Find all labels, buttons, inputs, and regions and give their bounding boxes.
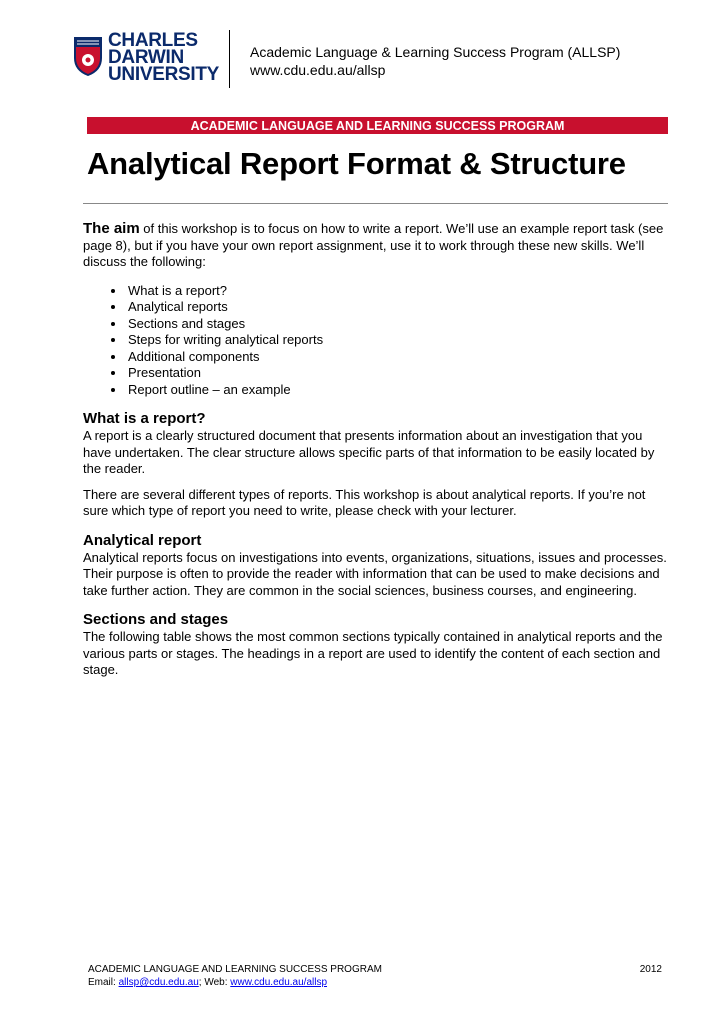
logo-line-2: DARWIN (108, 47, 184, 68)
footer-contact (88, 976, 662, 989)
footer-email-label: Email: (88, 977, 119, 988)
intro-paragraph (83, 221, 668, 271)
header-url: www.cdu.edu.au/allsp (250, 62, 386, 78)
logo-line-3: UNIVERSITY (108, 64, 220, 85)
header-program-name: Academic Language & Learning Success Program (ALLSP) (250, 44, 621, 60)
list-item: • Additional components (126, 349, 668, 366)
footer-web-label: ; Web: (198, 977, 231, 988)
title-rule (83, 203, 668, 204)
logo-wordmark (108, 32, 219, 83)
program-banner: ACADEMIC LANGUAGE AND LEARNING SUCCESS PROGRAM (87, 117, 668, 134)
footer-year: 2012 (639, 964, 662, 975)
header-program-info (250, 43, 620, 79)
topic-list (83, 283, 668, 399)
footer-web-link[interactable]: www.cdu.edu.au/allsp (230, 977, 328, 988)
header-divider (229, 30, 230, 88)
section-heading-sections-and-stages: Sections and stages (83, 611, 229, 628)
list-item: • Presentation (126, 365, 668, 382)
footer-email-link[interactable]: allsp@cdu.edu.au (118, 977, 199, 988)
logo-line-1: CHARLES (108, 30, 198, 51)
list-item: • What is a report? (126, 283, 668, 300)
page-title: Analytical Report Format & Structure (87, 146, 626, 181)
document-body (83, 221, 668, 679)
list-item: • Sections and stages (126, 316, 668, 333)
list-item: • Analytical reports (126, 299, 668, 316)
intro-text: of this workshop is to focus on how to write a report. We’ll use an example report task (see page 8), but if you have your own report assignment, use it to work through these new skills. We’ll discuss the following: (83, 221, 664, 269)
list-item: • Steps for writing analytical reports (126, 332, 668, 349)
section-paragraph: There are several different types of reports. This workshop is about analytical reports. If you’re not sure which type of report you need to write, please check with your lecturer. (83, 486, 646, 518)
section-paragraph: The following table shows the most common sections typically contained in analytical reports and the various parts or stages. The headings in a report are used to identify the content of each section and stage. (83, 629, 663, 677)
section-paragraph: Analytical reports focus on investigations into events, organizations, situations, issues and processes. Their purpose is often to provide the reader with information that can be used to make decisions and take further action. They are common in the social sciences, business courses, and engineering. (83, 549, 667, 598)
page-footer (88, 963, 662, 989)
university-logo (73, 32, 245, 92)
university-crest-icon (73, 36, 103, 76)
intro-lead: The aim (83, 220, 140, 237)
section-heading-analytical-report: Analytical report (83, 531, 202, 549)
section-heading-what-is-a-report: What is a report? (83, 410, 206, 427)
section-paragraph: A report is a clearly structured document that presents information about an investigation that you have undertaken. The clear structure allows specific parts of that information to be easily located by the reader. (83, 428, 655, 476)
list-item: • Report outline – an example (126, 382, 668, 399)
footer-program: ACADEMIC LANGUAGE AND LEARNING SUCCESS PROGRAM (88, 964, 382, 975)
